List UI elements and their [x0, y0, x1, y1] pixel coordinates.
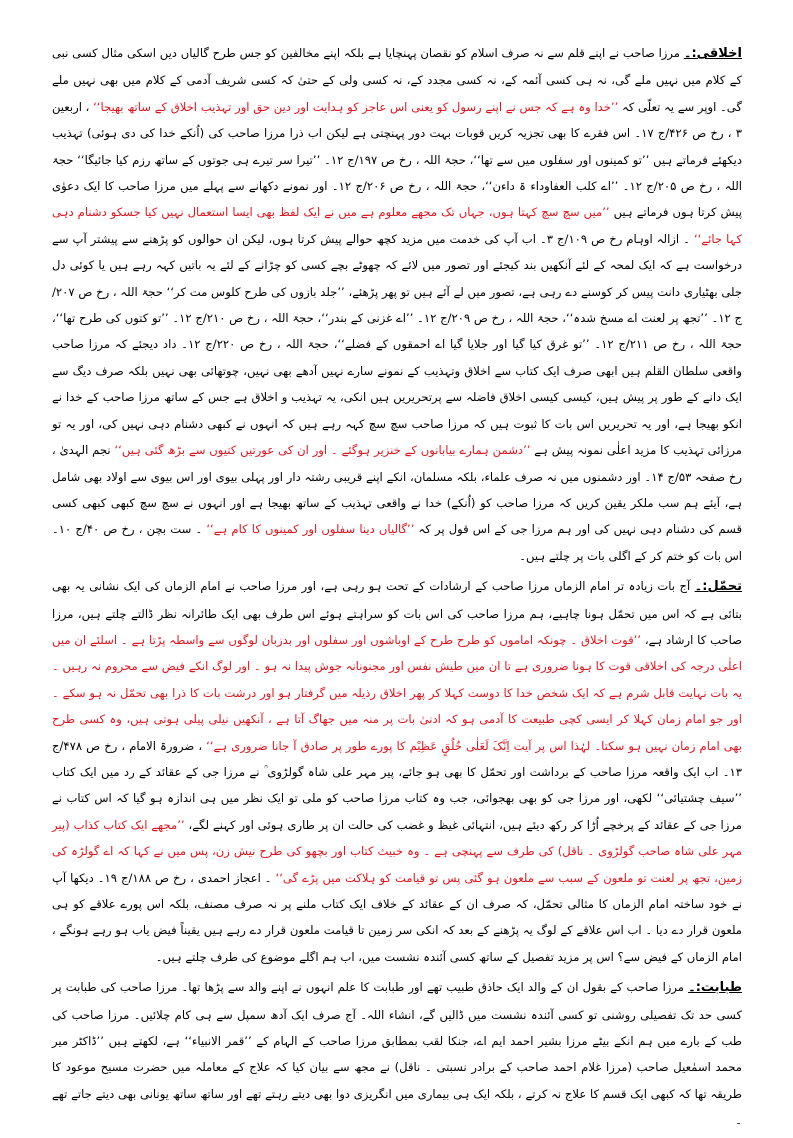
text-segment: ، ضرورۃ الامام ، رخ ص ۴۷۸/ج ۱۳۔ اب ایک واقعہ مرزا صاحب کے برداشت اور تحمّل کا بھی ہو جائے، پیر مہر علی شاہ گولڑوی ؒ نے مرزا جی کے عقائد کے رد میں ایک کتاب ’’سیف چشتیائی‘‘ لکھی، اور مرزا جی کو بھی بھجوائی، جب وہ کتاب مرزا صاحب کو ملی تو ایک نظر میں ہی اندازہ ہو گیا کہ اس کتاب نے مرزا جی کے عقائد کے پرخچے اُڑا کر رکھ دیئے ہیں، انتہائی غیظ و غضب کی حالت ان پر طاری ہوئی اور کہنے لگے،: [52, 738, 742, 832]
text-segment: مرزا صاحب نے اپنے قلم سے نہ صرف اسلام کو نقصان پہنچایا ہے بلکہ اپنے مخالفین کو جس طرح گالیاں دیں اسکی مثال کسی نبی کے کلام میں نہیں ملے گی، نہ ہی کسی آئمہ کے، نہ کسی مجدد کے، نہ کسی ولی کے حتیٰ کہ کسی شریف آدمی کے کلام میں بھی نہیں ملے گی۔ اوپر سے یہ تعلّی کہ: [52, 46, 742, 114]
text-segment: مرزا صاحب کے بقول ان کے والد ایک حاذق طبیب تھے اور طبابت کا علم انہوں نے اپنے والد سے پڑھا تھا۔ مرزا صاحب کی طبابت پر کسی حد تک تفصیلی روشنی تو کسی آئندہ نشست میں ڈالیں گے، انشاء اللہ۔ آج صرف ایک آدھ سمپل سے ہی کام چلائیں۔ مرزا صاحب کی طب کے بارے میں ہم انکے بیٹے مرزا بشیر احمد ایم اے، جنکا لقب بمطابق مرزا صاحب کے الہام کے ’’قمر الانبیاء‘‘ ہے، لکھتے ہیں ’’ڈاکٹر میر محمد اسمٰعیل صاحب (مرزا غلام احمد صاحب کے برادر نسبتی ۔ ناقل) نے مجھ سے بیان کیا کہ علاج کے معاملہ میں حضرت مسیح موعود کا طریقہ تھا کہ کبھی ایک قسم کا علاج نہ کرتے ، بلکہ ایک ہی بیماری میں انگریزی دوا بھی دیتے رہتے تھے اور ساتھ ساتھ یونانی بھی دیتے جاتے تھے ۔: [52, 980, 742, 1128]
quote-segment: ’’مجھے ایک کتاب کذاب (پیر مہر علی شاہ صاحب گولڑوی ۔ ناقل) کی طرف سے پہنچی ہے ۔ وہ خبیث کتاب اور بچھو کی طرح نیش زن، پس میں نے کہا کہ اے گولڑہ کی زمین، تجھ پر لعنت تو ملعون کے سبب سے ملعون ہو گئی پس تو قیامت کو ہلاکت میں پڑے گی‘‘: [52, 817, 742, 885]
quote-segment: ’’گالیاں دینا سفلوں اور کمینوں کا کام ہے‘‘: [206, 522, 415, 537]
text-segment: ۔ اعجاز احمدی ، رخ ص ۱۸۸/ج ۱۹۔ دیکھا آپ نے خود ساختہ امام الزماں کا مثالی تحمّل، کہ صرف ان کے عقائد کے خلاف ایک کتاب ملنے پر نہ صرف مصنف، بلکہ اس پورے علاقے کو ہی ملعون قرار دے دیا ۔ اب اس علاقے کے لوگ یہ پڑھنے کے بعد کہ انکی سر زمین تا قیامت ملعون قرار دے رہے ہیں یقیناً فیض یاب ہو رہے ہونگے ، امام الزماں کے فیض سے؟ اس پر مزید تفصیل کے ساتھ کسی آئندہ نشست میں، اب ہم اگلے موضوع کی طرف چلتے ہیں۔: [52, 870, 742, 964]
quote-segment: ’’خدا وہ ہے کہ جس نے اپنے رسول کو یعنی اس عاجز کو ہدایت اور دین حق اور تہذیب اخلاق کے ساتھ بھیجا‘‘: [93, 99, 619, 114]
paragraph-tababat: [52, 974, 742, 1133]
section-heading-tababat: طبابت:۔: [688, 980, 743, 996]
document-page: [52, 40, 742, 1138]
text-segment: ۔ ست بچن ، رخ ص ۴۰/ج ۱۰۔ اس بات کو ختم کر کے اگلی بات پر چلتے ہیں۔: [52, 522, 742, 563]
text-segment: ، اربعین ۳ ، رخ ص ۴۲۶/ج ۱۷۔ اس فقرے کا بھی تجزیہ کریں قوبات بہت دور پہنچتی ہے لیکن اب ذرا مرزا صاحب کی (اُنکے خدا کی دی ہوئی) تہذیب دیکھئے فرماتے ہیں ’’تو کمینوں اور سفلوں میں سے تھا‘‘، حجۃ اللہ ، رخ ص ۱۹۷/ج ۱۲۔ ’’تیرا سر تیرے ہی جوتوں کے ساتھ رزم کیا جائیگا‘‘ حجۃ اللہ ، رخ ص ۲۰۵/ج ۱۲۔ ’’اے کلب العفاوداء ۃ داءن‘‘، حجۃ اللہ ، رخ ص ۲۰۶/ج ۱۲۔ اور نمونے دکھانے سے پہلے میں مرزا صاحب کا ایک دعوٰی پیش کرتا ہوں فرماتے ہیں: [51, 99, 743, 220]
section-heading-tahammul: تحمّل:۔: [694, 579, 743, 595]
paragraph-tahammul: [52, 573, 742, 970]
text-segment: نجم الہدیٰ ، رخ صفحہ ۵۳/ج ۱۴۔ اور دشمنوں میں نہ صرف علماء، بلکہ مسلمان، انکے اپنے قریبی رشتہ دار اور پہلی بیوی اور اس بیوی سے اولاد بھی شامل ہے، آیئے ہم سب ملکر یقین کریں کہ مرزا صاحب کو (اُنکے) خدا نے واقعی تہذیب کے ساتھ بھیجا ہے اور انہوں نے سچ سچ کبھی کبھی کسی قسم کی دشنام دہی نہیں کی اور ہم مرزا جی کے اس قول پر کہ: [52, 443, 742, 537]
quote-segment: ’’قوت اخلاق ۔ چونکہ اماموں کو طرح طرح کے اوباشوں اور سفلوں اور بدزبان لوگوں سے واسطہ پڑتا ہے ۔ اسلئے ان میں اعلٰی درجہ کی اخلاقی قوت کا ہونا ضروری ہے تا ان میں طیش نفس اور مجنونانہ جوش پیدا نہ ہو ۔ اور لوگ انکے فیض سے محروم نہ رہیں ۔ یہ بات نہایت قابل شرم ہے کہ ایک شخص خدا کا دوست کہلا کر پھر اخلاق رذیلہ میں گرفتار ہو اور درشت بات کا ذرا بھی تحمّل نہ ہو سکے ۔ اور جو امام زمان کہلا کر ایسی کچی طبیعت کا آدمی ہو کہ ادنیٰ بات پر منہ میں جھاگ آتا ہے ، آنکھیں نیلی پیلی ہوتی ہیں، وہ کسی طرح بھی امام زمان نہیں ہو سکتا۔ لہٰذا اس پر آیت اِنَّکَ لَعَلٰی خُلُقٍ عَظِیْم کا پورے طور پر صادق آ جانا ضروری ہے‘‘: [52, 632, 742, 753]
text-segment: ۔ ازالہ اوہام رخ ص ۱۰۹/ج ۳۔ اب آپ کی خدمت میں مزید کچھ حوالے پیش کرتا ہوں، لیکن ان حوالوں کو پڑھنے سے پیشتر آپ سے درخواست ہے کہ ایک لمحہ کے لئے آنکھیں بند کیجئے اور تصور میں لائے کہ چھوٹے بچے کسی کو چڑانے کے لئے یہ باتیں کہہ رہے ہیں یا کوئی دل جلی بھٹیاری دانت پیس کر کوسنے دے رہی ہے، تصور میں لے آئے ہیں تو پھر پڑھئے، ’’جلد بازوں کی طرح کلوس مت کر‘‘ حجۃ اللہ ، رخ ص ۲۰۷/ج ۱۲۔ ’’تجھ پر لعنت اے مسخ شدہ‘‘، حجۃ اللہ ، رخ ص ۲۰۹/ج ۱۲۔ ’’اے غزنی کے بندر‘‘، حجۃ اللہ ، رخ ص ۲۱۰/ج ۱۲۔ ’’تو کتوں کی طرح تھا‘‘، حجۃ اللہ ، رخ ص ۲۱۱/ج ۱۲۔ ’’تو غرق کیا گیا اور جلایا گیا اے احمقوں کے فضلے‘‘، حجۃ اللہ ، رخ ص ۲۲۰/ج ۱۲۔ داد دیجئے کہ مرزا صاحب واقعی سلطان القلم ہیں ابھی صرف ایک کتاب سے اخلاق وتہذیب کے نمونے سارے نہیں آدھے بھی نہیں، چوتھائی بھی نہیں بلکہ صرف دیگ سے ایک دانے کے طور پر پیش ہیں، کیسی کیسی اخلاق فاضلہ سے پرتحریریں ہیں انکی، یہ تہذیب و اخلاق ہے جس کے ساتھ مرزا صاحب کے خدا نے انکو بھیجا ہے، اور یہ تحریریں اس بات کا ثبوت ہیں کہ مرزا صاحب سچ سچ کہہ رہے ہیں کہ انہوں نے کبھی دشنام دہی نہیں کی، اور یہ تو مرزائی تہذیب کا مزید اعلٰی نمونہ پیش ہے: [52, 231, 743, 458]
section-heading-akhlaq: اخلاقی:۔: [683, 46, 743, 61]
paragraph-akhlaq: [52, 40, 742, 569]
text-segment: آج بات زیادہ تر امام الزماں مرزا صاحب کے ارشادات کے تحت ہو رہی ہے، اور مرزا صاحب نے امام الزماں کی ایک نشانی یہ بھی بتائی ہے کہ اس میں تحمّل ہونا چاہیے، ہم مرزا صاحب کی اس بات کو سراہتے ہوئے اس طرف بھی ایک طائرانہ نظر ڈالتے چلتے ہیں، مرزا صاحب کا ارشاد ہے،: [52, 579, 743, 647]
quote-segment: ’’دشمن ہمارے بیابانوں کے خنزیر ہوگئے ۔ اور ان کی عورتیں کتیوں سے بڑھ گئی ہیں‘‘: [114, 443, 531, 458]
quote-segment: ’’میں سچ سچ کہتا ہوں، جہاں تک مجھے معلوم ہے میں نے ایک لفظ بھی ایسا استعمال نہیں کیا جسکو دشنام دہی کہا جائے‘‘: [52, 205, 742, 246]
